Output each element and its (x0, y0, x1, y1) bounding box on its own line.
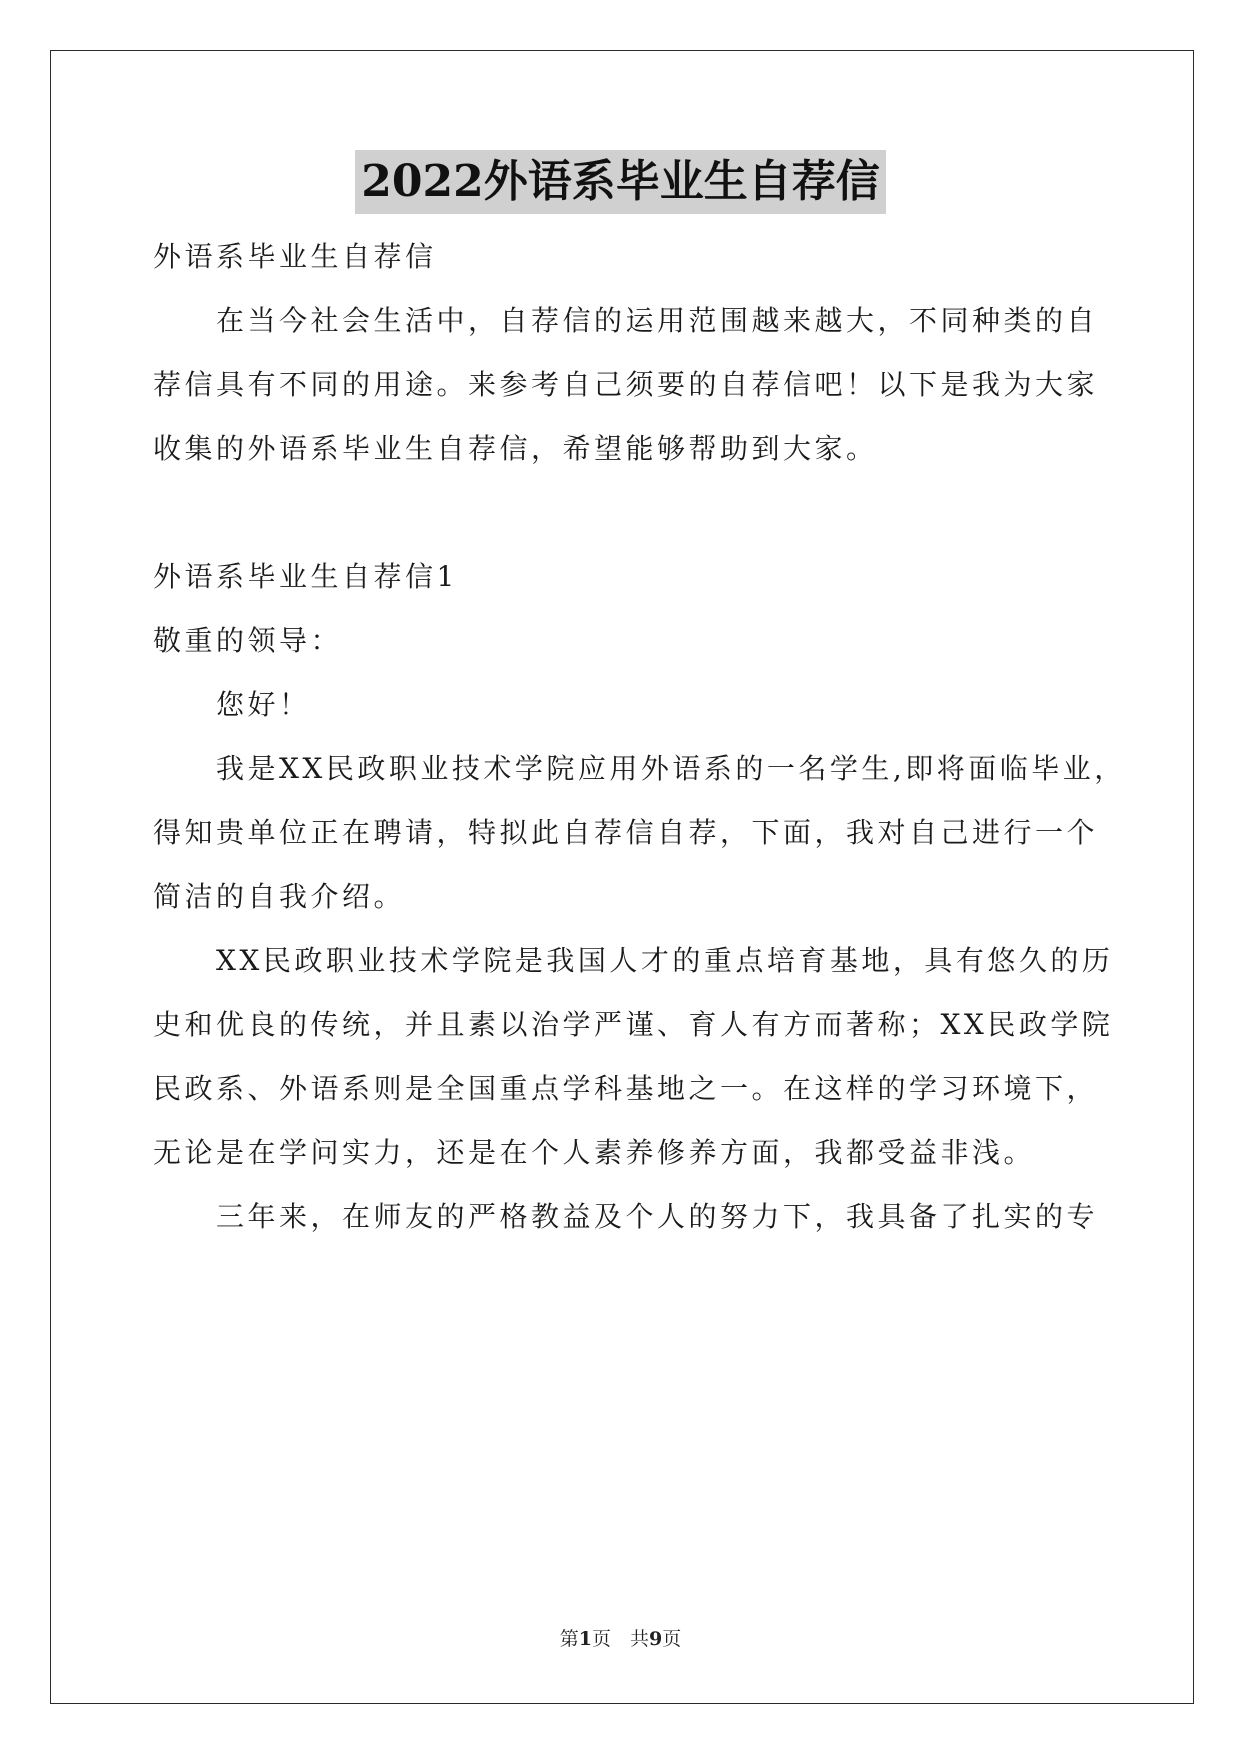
paragraph-line: 史和优良的传统，并且素以治学严谨、育人有方而著称；XX民政学院 (153, 1008, 1114, 1041)
page-footer (0, 1624, 1241, 1651)
paragraph-line: 得知贵单位正在聘请，特拟此自荐信自荐，下面，我对自己进行一个 (153, 816, 1099, 849)
footer-mid: 页 共 (591, 1628, 649, 1650)
title-container (0, 150, 1241, 214)
page-number: 1 (578, 1628, 592, 1650)
subtitle-line: 外语系毕业生自荐信 (153, 240, 437, 273)
paragraph-line: XX民政职业技术学院是我国人才的重点培育基地，具有悠久的历 (216, 944, 1114, 977)
section-heading: 外语系毕业生自荐信1 (153, 560, 458, 593)
document-body (153, 225, 1126, 1249)
salutation: 敬重的领导： (153, 624, 343, 657)
paragraph-line: 民政系、外语系则是全国重点学科基地之一。在这样的学习环境下， (153, 1072, 1099, 1105)
blank-line (153, 481, 1093, 545)
paragraph-line: 在当今社会生活中，自荐信的运用范围越来越大，不同种类的自 (216, 304, 1099, 337)
page-total: 9 (649, 1628, 663, 1650)
footer-suffix: 页 (662, 1628, 682, 1650)
greeting: 您好！ (216, 688, 311, 721)
document-title: 2022外语系毕业生自荐信 (355, 150, 885, 214)
paragraph-line: 无论是在学问实力，还是在个人素养修养方面，我都受益非浅。 (153, 1136, 1036, 1169)
footer-prefix: 第 (559, 1628, 579, 1650)
paragraph-line: 简洁的自我介绍。 (153, 880, 406, 913)
paragraph-line: 我是XX民政职业技术学院应用外语系的一名学生,即将面临毕业， (216, 752, 1126, 785)
paragraph-line: 三年来，在师友的严格教益及个人的努力下，我具备了扎实的专 (216, 1200, 1099, 1233)
paragraph-line: 荐信具有不同的用途。来参考自己须要的自荐信吧！以下是我为大家 (153, 368, 1099, 401)
paragraph-line: 收集的外语系毕业生自荐信，希望能够帮助到大家。 (153, 432, 878, 465)
